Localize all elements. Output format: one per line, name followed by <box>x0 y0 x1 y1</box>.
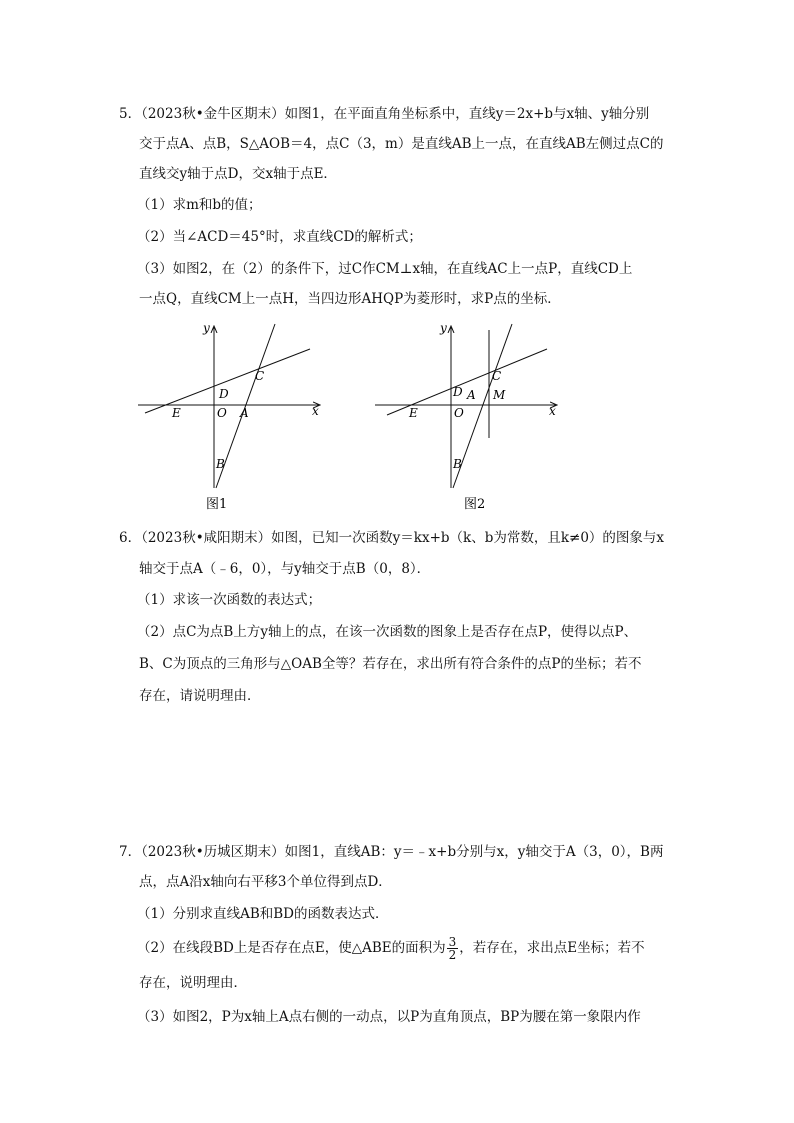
q7-line-2: 点，点A沿x轴向右平移3个单位得到点D． <box>139 874 392 890</box>
q5-sub-3-cont: 一点Q，直线CM上一点H，当四边形AHQP为菱形时，求P点的坐标． <box>139 291 561 307</box>
q5-sub-3: （3）如图2，在（2）的条件下，过C作CM⊥x轴，在直线AC上一点P，直线CD上 <box>137 261 633 277</box>
label-a: A <box>467 388 476 402</box>
label-x: x <box>312 404 319 418</box>
figure-1-caption: 图1 <box>206 497 228 512</box>
q6-sub-2-cont2: 存在，请说明理由． <box>139 688 261 704</box>
q7-sub-2-post: ，若存在，求出点E坐标；若不 <box>459 940 645 956</box>
label-m: M <box>493 388 506 402</box>
line-ec <box>145 349 310 413</box>
q7-sub-3: （3）如图2，P为x轴上A点右侧的一动点，以P为直角顶点，BP为腰在第一象限内作 <box>137 1009 641 1025</box>
q7-sub-2 <box>137 936 645 961</box>
q7-sub-1: （1）分别求直线AB和BD的函数表达式． <box>137 906 389 922</box>
fraction-three-halves <box>447 936 459 961</box>
label-y: y <box>203 321 210 335</box>
label-e: E <box>172 406 181 420</box>
label-x: x <box>549 404 556 418</box>
q7-sub-2-cont: 存在，说明理由． <box>139 975 247 991</box>
label-b: B <box>453 457 462 471</box>
q7-line-1: 7．（2023秋•历城区期末）如图1，直线AB：y＝﹣x+b分别与x，y轴交于A（3，0），B两 <box>119 844 664 860</box>
q6-line-2: 轴交于点A（﹣6，0），与y轴交于点B（0，8）． <box>139 561 431 577</box>
label-o: O <box>217 406 227 420</box>
q5-line-3: 直线交y轴于点D，交x轴于点E． <box>139 166 337 182</box>
label-d: D <box>453 385 463 399</box>
q5-sub-2: （2）当∠ACD＝45°时，求直线CD的解析式； <box>137 229 422 245</box>
label-y: y <box>440 321 447 335</box>
q5-sub-1: （1）求m和b的值； <box>137 197 262 213</box>
q6-sub-1: （1）求该一次函数的表达式； <box>137 592 322 608</box>
fraction-numerator: 3 <box>448 935 457 949</box>
q6-sub-2-cont: B、C为顶点的三角形与△OAB全等？若存在，求出所有符合条件的点P的坐标；若不 <box>139 656 642 672</box>
q5-line-2: 交于点A、点B，S△AOB＝4，点C（3，m）是直线AB上一点，在直线AB左侧过点C的 <box>139 136 664 152</box>
q5-line-1: 5．（2023秋•金牛区期末）如图1，在平面直角坐标系中，直线y＝2x+b与x轴、y轴分别 <box>119 106 650 122</box>
fraction-denominator: 2 <box>448 948 457 962</box>
q5-figure-1 <box>130 318 330 518</box>
label-d: D <box>219 387 229 401</box>
q5-figure-2 <box>367 318 567 518</box>
label-a: A <box>240 406 249 420</box>
figure-2-caption: 图2 <box>464 497 486 512</box>
label-b: B <box>216 457 225 471</box>
q7-sub-2-pre: （2）在线段BD上是否存在点E，使△ABE的面积为 <box>137 940 446 956</box>
q6-sub-2: （2）点C为点B上方y轴上的点，在该一次函数的图象上是否存在点P，使得以点P、 <box>137 624 638 640</box>
label-c: C <box>255 369 265 383</box>
label-e: E <box>409 406 418 420</box>
q6-line-1: 6．（2023秋•咸阳期末）如图，已知一次函数y＝kx+b（k、b为常数，且k≠0）的图象与x <box>119 530 665 546</box>
label-o: O <box>454 406 464 420</box>
label-c: C <box>492 369 502 383</box>
